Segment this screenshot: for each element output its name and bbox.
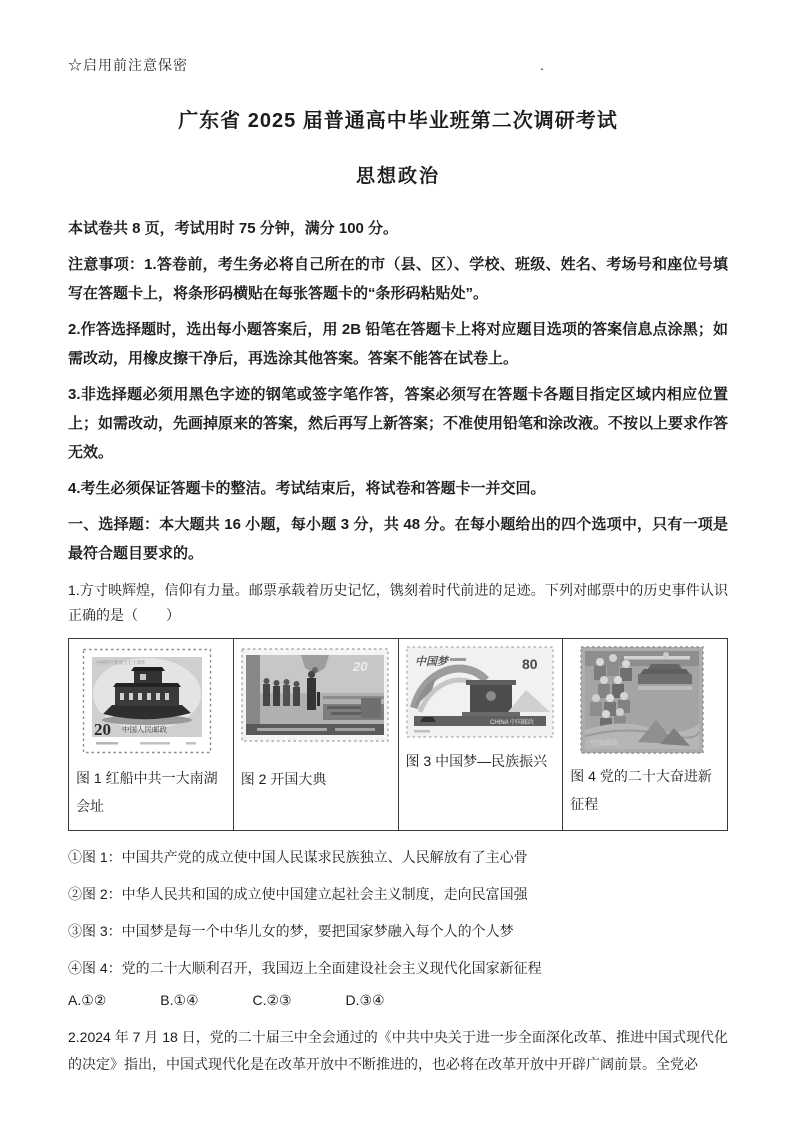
svg-text:中国邮政: 中国邮政 <box>590 740 619 747</box>
stamp-cell-1 <box>69 639 234 831</box>
q1-options <box>68 992 728 1009</box>
scan-artifact-dot: . <box>540 57 544 73</box>
stamp-cell-2 <box>233 639 398 831</box>
exam-info-line: 本试卷共 8 页，考试用时 75 分钟，满分 100 分。 <box>68 220 399 237</box>
svg-text:CHINA 中国邮政: CHINA 中国邮政 <box>489 720 534 726</box>
stamp-1-red-boat-image <box>82 648 212 754</box>
question-2-stem: 2.2024 年 7 月 18 日，党的二十届三中全会通过的《中共中央关于进一步全面深化改革、推进中国式现代化的决定》指出，中国式现代化是在改革开放中不断推进的，也必将在改革开放中开辟广阔前景。全党必 <box>68 1029 728 1072</box>
section-one-heading: 一、选择题：本大题共 16 小题，每小题 3 分，共 48 分。在每小题给出的四个选项中，只有一项是最符合题目要求的。 <box>68 516 728 562</box>
q1-statement-3: ③图 3：中国梦是每一个中华儿女的梦，要把国家梦融入每个人的个人梦 <box>68 923 514 939</box>
exam-title: 广东省 2025 届普通高中毕业班第二次调研考试 <box>178 110 618 132</box>
secrecy-note: ☆启用前注意保密 <box>68 57 188 73</box>
svg-text:20: 20 <box>94 720 111 739</box>
stamp-4-party-congress-image <box>580 646 704 754</box>
stamp-3-caption: 图 3 中国梦—民族振兴 <box>405 753 548 769</box>
notice-2: 2.作答选择题时，选出每小题答案后，用 2B 铅笔在答题卡上将对应题目选项的答案信息点涂黑；如需改动，用橡皮擦干净后，再选涂其他答案。答案不能答在试卷上。 <box>68 321 728 367</box>
stamp-1-caption: 图 1 红船中共一大南湖会址 <box>76 770 218 814</box>
stamp-2-caption: 图 2 开国大典 <box>240 771 327 787</box>
q1-option-d: D.③④ <box>345 992 385 1008</box>
exam-subject: 思想政治 <box>355 166 440 187</box>
notice-4: 4.考生必须保证答题卡的整洁。考试结束后，将试卷和答题卡一并交回。 <box>68 480 546 497</box>
svg-text:中国共产党成立七十周年: 中国共产党成立七十周年 <box>96 660 146 665</box>
stamp-table <box>68 638 728 831</box>
stamp-3-china-dream-image <box>406 646 554 738</box>
stamp-table-row <box>69 639 728 831</box>
svg-text:中国人民邮政: 中国人民邮政 <box>122 725 167 734</box>
q1-statement-2: ②图 2：中华人民共和国的成立使中国建立起社会主义制度，走向民富国强 <box>68 886 528 902</box>
stamp-cell-4 <box>563 639 728 831</box>
question-1-stem: 1.方寸映辉煌，信仰有力量。邮票承载着历史记忆，镌刻着时代前进的足迹。下列对邮票中的历史事件认识正确的是（ ） <box>68 582 728 623</box>
svg-text:20: 20 <box>352 659 368 674</box>
q1-option-c: C.②③ <box>252 992 292 1008</box>
svg-text:中国梦: 中国梦 <box>414 656 448 668</box>
svg-text:80: 80 <box>521 656 538 672</box>
q1-statement-4: ④图 4：党的二十大顺利召开，我国迈上全面建设社会主义现代化国家新征程 <box>68 960 542 976</box>
page-content <box>68 55 728 1078</box>
notice-1: 注意事项：1.答卷前，考生务必将自己所在的市（县、区）、学校、班级、姓名、考场号和座位号填写在答题卡上，将条形码横贴在每张答题卡的“条形码粘贴处”。 <box>68 256 728 302</box>
notice-3: 3.非选择题必须用黑色字迹的钢笔或签字笔作答，答案必须写在答题卡各题目指定区域内相应位置上；如需改动，先画掉原来的答案，然后再写上新答案；不准使用铅笔和涂改液。不按以上要求作答无效。 <box>68 386 729 461</box>
q1-statement-1: ①图 1：中国共产党的成立使中国人民谋求民族独立、人民解放有了主心骨 <box>68 849 528 865</box>
q1-option-b: B.①④ <box>160 992 199 1008</box>
stamp-2-founding-ceremony-image <box>241 648 389 742</box>
stamp-4-caption: 图 4 党的二十大奋进新征程 <box>570 768 712 812</box>
stamp-cell-3 <box>398 639 563 831</box>
q1-option-a: A.①② <box>68 992 107 1008</box>
